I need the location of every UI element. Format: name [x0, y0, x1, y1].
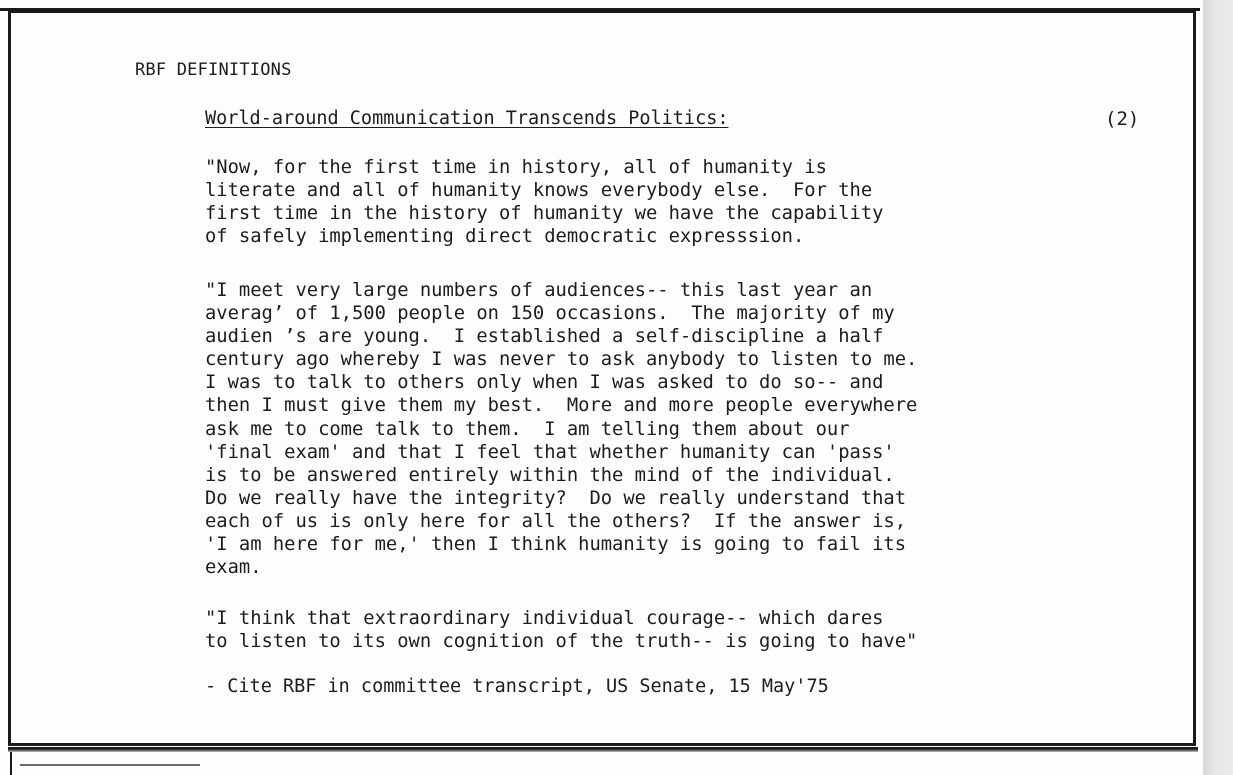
bottom-border-line — [8, 747, 1198, 752]
top-border-line — [0, 8, 1200, 11]
citation-line: - Cite RBF in committee transcript, US Senate, 15 May'75 — [205, 676, 829, 697]
section-title: World-around Communication Transcends Politics: — [205, 108, 729, 129]
left-margin-mark — [10, 752, 12, 775]
quote-paragraph-1: "Now, for the first time in history, all of humanity is literate and all of humanity knows everybody else. For the first time in the history of humanity we have the capability of safely implementing direct democratic expresssion. — [205, 157, 884, 248]
page-edge-shadow — [1203, 0, 1233, 775]
quote-paragraph-3: "I think that extraordinary individual courage-- which dares to listen to its own cognition of the truth-- is going to have" — [205, 608, 918, 653]
bottom-dash-mark — [20, 764, 200, 766]
document-heading: RBF DEFINITIONS — [135, 60, 292, 80]
page-number: (2) — [1105, 108, 1140, 130]
quote-paragraph-2: "I meet very large numbers of audiences-- this last year an averag’ of 1,500 people on 150 occasions. The majority of my audien ’s are young. I established a self-discipline a half century ago whereby I was never to ask anybody to listen to me. I was to talk to others only when I was asked to do so-- and then I must give them my best. More and more people everywhere ask me to come talk to them. I am telling them about our 'final exam' and that I feel that whether humanity can 'pass' is to be answered entirely within the mind of the individual. Do we really have the integrity? Do we really understand that each of us is only here for all the others? If the answer is, 'I am here for me,' then I think humanity is going to fail its exam. — [205, 280, 918, 579]
